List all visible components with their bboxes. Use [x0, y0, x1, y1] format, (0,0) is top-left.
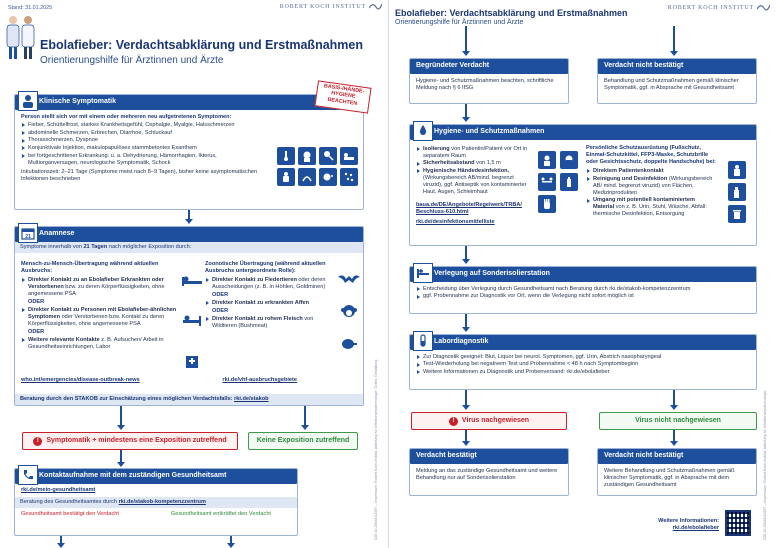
anamnese-intro-post: nach möglicher Exposition durch:	[107, 244, 192, 250]
item-bold: Direkter Kontakt zu Personen mit Ebolafieber-ähnlichen Symptomen	[28, 306, 177, 320]
svg-text:21: 21	[25, 234, 31, 240]
headache-icon	[298, 147, 316, 165]
anamnese-intro-bold: 21 Tagen	[83, 244, 108, 250]
meat-icon	[341, 337, 357, 351]
verdacht-bestaetigt-box	[409, 448, 569, 496]
contact-icons	[179, 273, 205, 369]
item-bold: Direktem Patientenkontakt	[593, 167, 664, 174]
arrow-down	[465, 390, 467, 406]
hygiene-header	[410, 125, 756, 140]
oder-label: ODER	[212, 291, 229, 298]
hygiene-mid-icons	[538, 151, 578, 213]
list-item: bei fortgeschrittener Erkrankung: u. a. Dehydrierung, Hämorrhagien, Ikterus, Multiorganversagen, neurologische Symptomatik, Schock	[21, 153, 264, 167]
item-bold: Direkter Kontakt zu rohem Fleisch	[212, 315, 303, 322]
nicht-bestaetigt-top-box	[597, 58, 757, 104]
outcome-no-exposition-box	[248, 432, 358, 450]
arrow-down	[673, 430, 675, 442]
kontakt-header	[15, 469, 297, 484]
hygiene-title: Hygiene- und Schutzmaßnahmen	[434, 128, 545, 136]
oder-label: ODER	[28, 328, 45, 335]
nicht-bestaetigt-top-text: Behandlung und Schutzmaßnahmen gemäß klinischer Symptomatik, ggf. in Absprache mit Gesundheitsamt	[604, 78, 739, 91]
stakob-kompetenz-link[interactable]: rki.de/stakob-kompetenzzentrum	[118, 498, 206, 505]
virus-nachgewiesen-text: Virus nachgewiesen	[461, 416, 530, 424]
arrow-down	[465, 246, 467, 260]
kontakt-results	[15, 508, 297, 521]
anamnese-header	[15, 227, 363, 242]
virus-nicht-nachgewiesen-box	[599, 412, 757, 430]
vomiting-icon	[319, 147, 337, 165]
kontakt-box	[14, 468, 298, 536]
item-bold: Umgang mit potentiell kontaminiertem Material	[593, 197, 695, 211]
kontakt-title: Kontaktaufnahme mit dem zuständigen Gesundheitsamt	[39, 472, 227, 480]
nicht-bestaetigt-bottom-text: Weitere Behandlung und Schutzmaßnahmen gemäß klinischer Symptomatik, ggf. in Absprache mit dem zuständigen Gesundheitsamt	[604, 468, 735, 488]
fever-icon	[277, 147, 295, 165]
item-text: oder Verstorbenen bzw. Kontakt zu deren Körperflüssigkeiten, ohne angemessene PSA	[28, 313, 165, 327]
item-text: von Patientin/Patient vor Ort in separatem Raum	[423, 145, 528, 159]
list-item	[205, 277, 335, 291]
verlegung-title: Verlegung auf Sonderisolierstation	[434, 270, 550, 278]
baua-link[interactable]: baua.de/DE/Angebote/Regelwerk/TRBA/ Beschluss-610.html	[416, 201, 522, 215]
hospital-icon	[184, 353, 200, 369]
verlegung-header	[410, 267, 756, 282]
right-subtitle: Orientierungshilfe für Ärztinnen und Ärzte	[395, 19, 524, 26]
list-item	[21, 307, 189, 328]
labor-list	[410, 350, 756, 380]
item-bold: Isolierung	[423, 145, 450, 152]
sick-person-icon	[181, 273, 203, 287]
klinische-symptomatik-title: Klinische Symptomatik	[39, 98, 117, 106]
bat-icon	[338, 273, 360, 285]
page-title: Ebolafieber: Verdachtsabklärung und Erstmaßnahmen	[40, 38, 363, 52]
klinische-symptomatik-box	[14, 94, 364, 210]
qr-code-icon[interactable]	[725, 510, 751, 536]
list-item	[586, 197, 716, 218]
mask-icon	[560, 151, 578, 169]
item-text: von Wildtieren (Bushmeat)	[212, 315, 314, 329]
arrow-down	[673, 390, 675, 406]
item-text: bzw. zu deren Körperflüssigkeiten, ohne angemessene PSA	[28, 283, 165, 297]
hospital-bed-icon	[413, 263, 433, 283]
list-item	[586, 176, 716, 197]
weitere-informationen	[639, 518, 719, 532]
hand-wash-icon	[413, 121, 433, 141]
labordiagnostik-box	[409, 334, 757, 390]
anamnese-intro-pre: Symptome innerhalb von	[20, 244, 84, 250]
beratung-text: Beratung des Gesundheitsamtes durch	[20, 498, 119, 505]
stakob-bar	[15, 394, 363, 405]
labordiagnostik-title: Labordiagnostik	[434, 338, 489, 346]
anamnese-box	[14, 226, 364, 406]
list-item	[21, 337, 189, 351]
rash-icon	[340, 168, 358, 186]
labordiagnostik-header	[410, 335, 756, 350]
column-heading: Mensch-zu-Mensch-Übertragung während aktuellen Ausbruchs:	[21, 261, 159, 274]
hygiene-stamp: BASIS-/HÄNDE-HYGIENE BEACHTEN	[314, 80, 371, 113]
item-text: (Wirkungsbereich AB/ mind. begrenzt viruzid) von Flächen, Medizinprodukten	[593, 175, 713, 196]
list-item: abdominelle Schmerzen, Erbrechen, Diarrhoe, Schluckauf	[21, 130, 264, 137]
oder-label: ODER	[28, 298, 45, 305]
verdacht-bestaetigt-text: Meldung an das zuständige Gesundheitsamt und weitere Behandlung nur auf Sonderisolierstation	[416, 468, 558, 481]
arrow-down	[465, 26, 467, 52]
weitere-label: Weitere Informationen:	[658, 518, 719, 524]
beratung-bar	[15, 497, 297, 508]
verdacht-entkraeftet-text: Gesundheitsamt entkräftet den Verdacht	[170, 510, 271, 517]
hygiene-left-column	[416, 145, 534, 226]
verdacht-bestaetigt-text: Gesundheitsamt bestätigt den Verdacht	[21, 510, 119, 517]
klinische-symptomatik-header	[15, 95, 363, 110]
left-topline	[0, 0, 388, 16]
list-item: ggf. Probennahme zur Diagnostik vor Ort, wenn die Verlegung nicht sofort möglich ist	[416, 293, 750, 300]
arrow-down	[120, 406, 122, 426]
arrow-down	[230, 536, 232, 544]
psa-heading: Persönliche Schutzausrüstung (Fußschutz, Einmal-Schutzkittel, FFP3-Maske, Schutzbrille oder Gesichtsschutz, doppelte Handschuhe) bei:	[586, 145, 716, 165]
item-text: oder deren Ausscheidungen (z. B. in Höhlen, Goldminen)	[212, 276, 326, 290]
list-item: Weitere Informationen zu Diagnostik und Probenversand: rki.de/ebolafieber	[416, 369, 750, 376]
gesundheitsamt-link[interactable]: rki.de/mein-gesundheitsamt	[21, 487, 96, 493]
list-item: Test-Wiederholung bei negativem Test und Probennahme < 48 h nach Symptombeginn	[416, 361, 750, 368]
list-item	[21, 277, 189, 298]
stand-date: Stand: 31.01.2025	[8, 5, 53, 11]
right-title: Ebolafieber: Verdachtsabklärung und Erstmaßnahmen	[395, 8, 628, 18]
test-tube-icon	[413, 331, 433, 351]
list-item	[205, 316, 335, 330]
arrow-down	[465, 104, 467, 118]
rki-logo-icon	[369, 2, 382, 11]
virus-nachgewiesen-box	[411, 412, 567, 430]
abdominal-pain-icon	[277, 168, 295, 186]
list-item: Konjunktivale Injektion, makulopapulöses stammbetontes Exanthem	[21, 145, 264, 152]
page-subtitle: Orientierungshilfe für Ärztinnen und Ärzte	[40, 55, 224, 66]
anamnese-intro	[15, 242, 363, 253]
arrow-down	[465, 314, 467, 328]
diarrhea-icon	[298, 168, 316, 186]
warning-icon: !	[33, 437, 42, 446]
list-item	[205, 300, 335, 307]
item-bold: Direkter Kontakt zu erkrankten Affen	[212, 299, 310, 306]
nicht-bestaetigt-bottom-header: Verdacht nicht bestätigt	[598, 449, 756, 464]
arrow-down	[188, 210, 190, 220]
arrow-down	[60, 536, 62, 544]
virus-nicht-nachgewiesen-text: Virus nicht nachgewiesen	[635, 416, 721, 424]
verdacht-bestaetigt-header: Verdacht bestätigt	[410, 449, 568, 464]
list-item: Thoraxschmerzen, Dyspnoe	[21, 137, 264, 144]
waste-bin-icon	[728, 205, 746, 223]
rki-logo-text: ROBERT KOCH INSTITUT	[279, 4, 366, 10]
distance-icon	[538, 173, 556, 191]
verlegung-list	[410, 282, 756, 304]
item-text: z. B. Aufsuchen/ Arbeit in Gesundheitseinrichtungen, Labor	[28, 336, 164, 350]
ppe-suit-icon	[728, 161, 746, 179]
spray-icon	[728, 183, 746, 201]
who-link[interactable]: who.int/emergencies/disease-outbreak-news	[21, 377, 140, 383]
hygiene-box	[409, 124, 757, 246]
phone-icon	[18, 465, 38, 485]
symptom-list	[21, 122, 264, 167]
outcome-no-exposition-text: Keine Exposition zutreffend	[256, 436, 350, 444]
begruendeter-verdacht-header: Begründeter Verdacht	[410, 59, 568, 74]
verlegung-box	[409, 266, 757, 314]
list-item: Fieber, Schüttelfrost, starkes Krankheitsgefühl, Cephalgie, Myalgie, Halsschmerzen	[21, 122, 264, 129]
list-item: Zur Diagnostik geeignet: Blut, Liquor bei neurol. Symptomen, ggf. Urin, Abstrich nasopharyngeal	[416, 354, 750, 361]
inkubationszeit: Inkubationszeit: 2–21 Tage (Symptome meist nach 8–9 Tagen), bisher keine asymptomatischen Infektionen beschrieben	[21, 168, 258, 182]
rki-logo-icon	[757, 3, 770, 12]
arrow-down	[304, 406, 306, 426]
list-item	[416, 160, 534, 167]
fatigue-icon	[340, 147, 358, 165]
animal-icons	[337, 273, 361, 351]
ebolafieber-link[interactable]: rki.de/ebolafieber	[672, 524, 719, 531]
arrow-down	[120, 450, 122, 463]
hand-icon	[538, 195, 556, 213]
calendar-icon	[18, 223, 38, 243]
patient-icon	[18, 91, 38, 111]
monkey-icon	[341, 303, 357, 319]
hygiene-right-icons	[728, 161, 746, 223]
right-vertical-credit: DOI 10.25646/12597 – Impressum: Robert Koch-Institut, Abteilung für Infektionsepidemiologie	[763, 390, 767, 540]
vhf-link[interactable]: rki.de/vhf-ausbruchsgebiete	[222, 377, 297, 383]
left-vertical-credit: DOI 10.25646/12597 – Impressum: Robert Koch-Institut, Abteilung für Infektionsepidemiologie; Grafik: Gestaltung	[374, 359, 378, 540]
item-text: von z. B. Urin, Stuhl, Wäsche, Abfall: thermische Desinfektion, Entsorgung	[593, 204, 707, 218]
item-text: von 1,5 m	[474, 160, 501, 167]
list-item	[586, 168, 716, 175]
item-text: (Wirkungsbereich AB/mind. begrenzt viruzid), ggf. Antiseptik von kontaminierter Haut, Augen, Schleimhaut	[423, 175, 527, 195]
outcome-exposition-text: Symptomatik + mindestens eine Exposition zutreffend	[46, 436, 227, 444]
rki-logo-text: ROBERT KOCH INSTITUT	[667, 5, 754, 11]
begruendeter-verdacht-box	[409, 58, 569, 104]
isolation-icon	[538, 151, 556, 169]
item-bold: Direkter Kontakt zu Fledertieren	[212, 276, 297, 283]
anamnese-links	[21, 377, 357, 384]
warning-icon: !	[449, 417, 458, 426]
list-item	[416, 168, 534, 196]
stakob-text: Beratung durch den STAKOB zur Einschätzung eines möglichen Verdachtsfalls:	[20, 396, 235, 403]
zoonotisch-column	[205, 261, 335, 331]
symptom-intro: Person stellt sich vor mit einem oder mehreren neu aufgetretenen Symptomen:	[21, 114, 232, 120]
hygiene-right-column	[586, 145, 716, 219]
item-bold: Hygienische Händedesinfektion,	[423, 168, 510, 175]
right-page	[388, 0, 776, 548]
anamnese-title: Anamnese	[39, 230, 75, 238]
mensch-zu-mensch-column	[21, 261, 189, 352]
list-item: Entscheidung über Verlegung durch Gesundheitsamt nach Beratung durch rki.de/stakob-kompetenzzentrum	[416, 286, 750, 293]
disinfection-icon	[560, 173, 578, 191]
oder-label: ODER	[212, 307, 229, 314]
outcome-exposition-box	[22, 432, 238, 450]
nicht-bestaetigt-top-header: Verdacht nicht bestätigt	[598, 59, 756, 74]
doctors-illustration-icon	[4, 14, 38, 60]
nicht-bestaetigt-bottom-box	[597, 448, 757, 496]
begruendeter-verdacht-text: Hygiene- und Schutzmaßnahmen beachten, schriftliche Meldung nach § 6 IfSG	[416, 78, 554, 91]
cough-icon	[319, 168, 337, 186]
column-heading: Zoonotische Übertragung (während aktuellen Ausbruchs untergeordnete Rolle):	[205, 261, 326, 274]
stakob-link[interactable]: rki.de/stakob	[234, 396, 269, 403]
list-item	[416, 146, 534, 160]
bedridden-icon	[181, 313, 203, 327]
item-bold: Reinigung und Desinfektion	[593, 175, 668, 182]
item-bold: Direkter Kontakt zu an Ebolafieber Erkrankten oder Verstorbenen	[28, 276, 164, 290]
item-bold: Weitere relevante Kontakte	[28, 336, 100, 343]
arrow-down	[673, 26, 675, 52]
desinfektionsmittel-link[interactable]: rki.de/desinfektionsmittelliste	[416, 218, 495, 225]
arrow-down	[465, 430, 467, 442]
symptom-pictograms	[277, 147, 357, 186]
item-bold: Sicherheitsabstand	[423, 160, 475, 167]
